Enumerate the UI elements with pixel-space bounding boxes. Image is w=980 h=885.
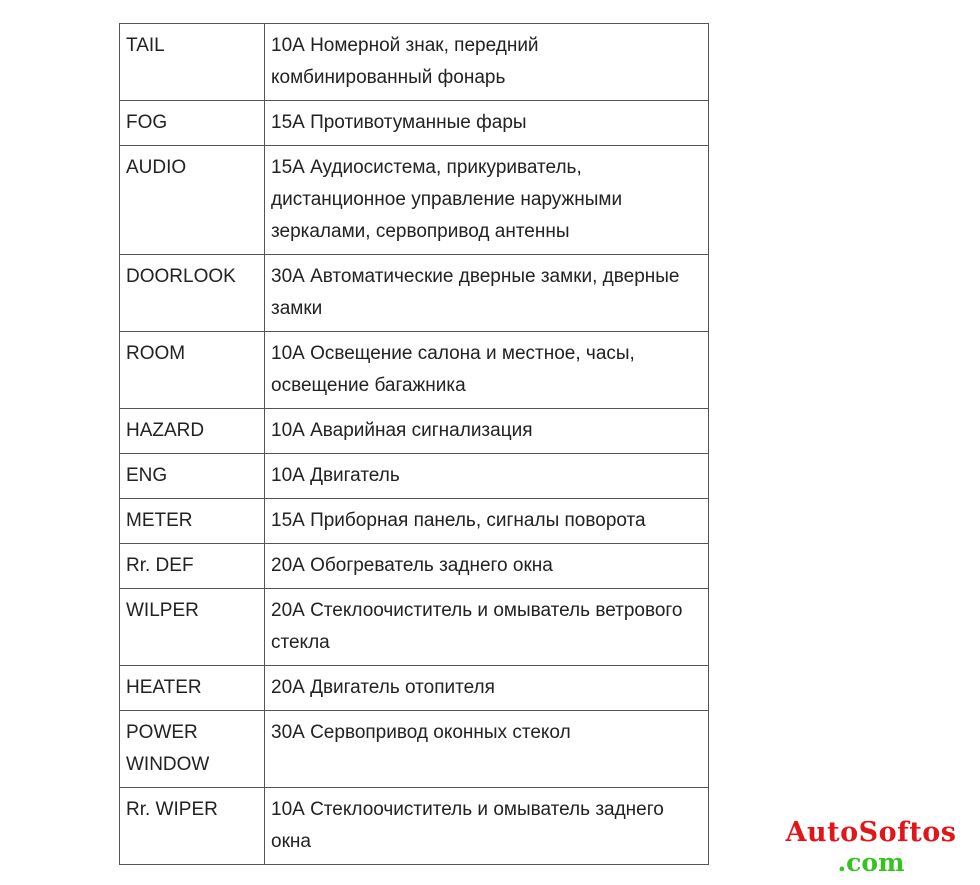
fuse-description-cell: 10А Аварийная сигнализация <box>265 409 709 454</box>
fuse-description-cell: 10А Стеклоочиститель и омыватель заднего окна <box>265 788 709 865</box>
fuse-description-cell: 15А Аудиосистема, прикуриватель, дистанционное управление наружными зеркалами, сервопривод антенны <box>265 146 709 255</box>
fuse-name-cell: AUDIO <box>120 146 265 255</box>
fuse-name-cell: METER <box>120 499 265 544</box>
watermark-brand-text: AutoSoftos <box>785 817 957 848</box>
table-row <box>120 711 709 788</box>
fuse-name-cell: ENG <box>120 454 265 499</box>
fuse-name-cell: HAZARD <box>120 409 265 454</box>
fuse-description-cell: 20А Стеклоочиститель и омыватель ветрового стекла <box>265 589 709 666</box>
fuse-description-cell: 10А Освещение салона и местное, часы, освещение багажника <box>265 332 709 409</box>
table-row <box>120 255 709 332</box>
table-row <box>120 24 709 101</box>
table-row <box>120 454 709 499</box>
fuse-description-cell: 20А Обогреватель заднего окна <box>265 544 709 589</box>
fuse-name-cell: Rr. WIPER <box>120 788 265 865</box>
fuse-name-cell: DOORLOOK <box>120 255 265 332</box>
table-row <box>120 146 709 255</box>
fuse-name-cell: TAIL <box>120 24 265 101</box>
fuse-description-cell: 15А Противотуманные фары <box>265 101 709 146</box>
fuse-table <box>119 23 709 865</box>
table-row <box>120 589 709 666</box>
fuse-description-cell: 15А Приборная панель, сигналы поворота <box>265 499 709 544</box>
table-row <box>120 544 709 589</box>
table-row <box>120 332 709 409</box>
fuse-description-cell: 30А Сервопривод оконных стекол <box>265 711 709 788</box>
table-row <box>120 788 709 865</box>
watermark-domain-text: .com <box>837 848 905 877</box>
table-row <box>120 409 709 454</box>
fuse-description-cell: 20А Двигатель отопителя <box>265 666 709 711</box>
fuse-name-cell: FOG <box>120 101 265 146</box>
table-row <box>120 499 709 544</box>
fuse-name-cell: WILPER <box>120 589 265 666</box>
fuse-name-cell: ROOM <box>120 332 265 409</box>
fuse-name-cell: POWER WINDOW <box>120 711 265 788</box>
table-row <box>120 101 709 146</box>
fuse-description-cell: 30А Автоматические дверные замки, дверные замки <box>265 255 709 332</box>
table-row <box>120 666 709 711</box>
fuse-description-cell: 10А Двигатель <box>265 454 709 499</box>
fuse-name-cell: Rr. DEF <box>120 544 265 589</box>
watermark-logo <box>776 818 966 878</box>
fuse-description-cell: 10А Номерной знак, передний комбинированный фонарь <box>265 24 709 101</box>
fuse-name-cell: HEATER <box>120 666 265 711</box>
